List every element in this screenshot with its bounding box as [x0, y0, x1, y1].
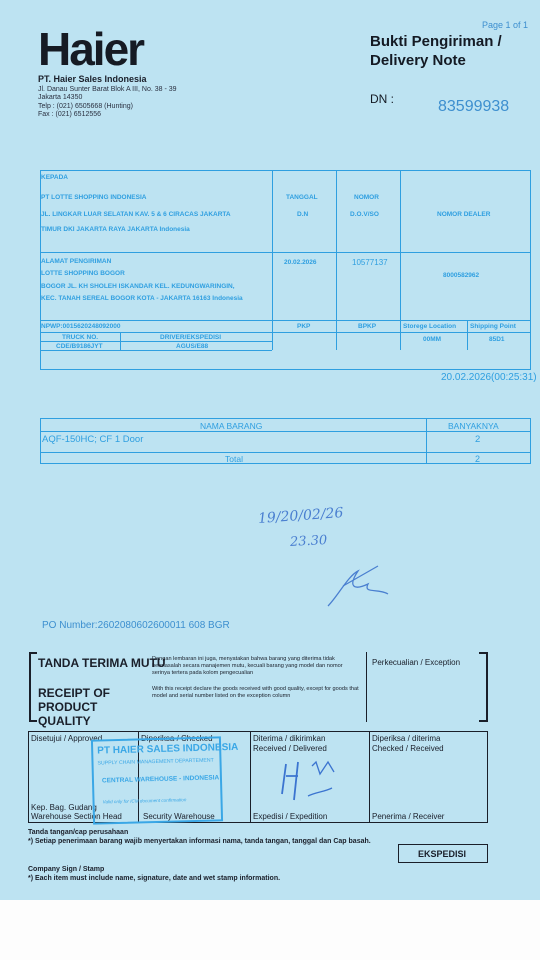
bpkp-label: BPKP — [358, 323, 377, 330]
dealer-label: NOMOR DEALER — [437, 211, 491, 218]
doc-title-line2: Delivery Note — [370, 52, 466, 69]
driver-value: AGUS/E88 — [176, 343, 209, 350]
npwp: NPWP:0015620248092000 — [41, 323, 121, 330]
note2-title: Company Sign / Stamp — [28, 866, 105, 873]
stamp-line4: Valid only for ICM document confirmation — [102, 797, 187, 805]
handwritten-time: 23.30 — [289, 533, 328, 550]
kepada-label: KEPADA — [41, 174, 68, 181]
company-address: Jl. Danau Sunter Barat Blok A III, No. 38 - 39 — [38, 86, 177, 93]
item-row-name: AQF-150HC; CF 1 Door — [42, 434, 144, 445]
company-stamp — [91, 736, 239, 824]
dn-label: DN : — [370, 92, 394, 106]
company-fax: Fax : (021) 6512556 — [38, 111, 102, 118]
col-qty-header: BANYAKNYA — [448, 421, 499, 431]
delivered-label1: Diterima / dikirimkan — [253, 734, 326, 743]
company-name: PT. Haier Sales Indonesia — [38, 74, 147, 84]
nomor-sub: D.O.V/SO — [350, 211, 379, 218]
po-number: PO Number:2602080602600011 608 BGR — [42, 620, 230, 631]
truck-label: TRUCK NO. — [62, 334, 99, 341]
stamp-line2: SUPPLY CHAIN MANAGEMENT DEPARTEMENT — [97, 757, 214, 767]
company-telp: Telp : (021) 6505668 (Hunting) — [38, 103, 133, 110]
stamp-line3: CENTRAL WAREHOUSE - INDONESIA — [101, 774, 220, 785]
tanggal-sub: D.N — [297, 211, 309, 218]
checked-foot: Security Warehouse — [143, 812, 215, 821]
ship-addr1: BOGOR JL. KH SHOLEH ISKANDAR KEL. KEDUNGWARINGIN, — [41, 283, 235, 290]
doc-title-line1: Bukti Pengiriman / — [370, 33, 502, 50]
received-label1: Diperiksa / diterima — [372, 734, 441, 743]
storage-label: Storege Location — [403, 323, 457, 330]
approved-foot2: Warehouse Section Head — [31, 812, 122, 821]
handwritten-signature — [318, 556, 398, 616]
exception-label: Perkecualian / Exception — [372, 658, 461, 667]
stamp-line1: PT HAIER SALES INDONESIA — [97, 741, 239, 757]
dn-number: 83599938 — [438, 98, 510, 115]
consignee-addr1: JL. LINGKAR LUAR SELATAN KAV. 5 & 6 CIRACAS JAKARTA — [41, 211, 231, 218]
pkp-label: PKP — [297, 323, 311, 330]
approved-label: Disetujui / Approved — [31, 734, 103, 743]
print-timestamp: 20.02.2026(00:25:31) — [441, 372, 537, 383]
note2-text: *) Each item must include name, signature, date and wet stamp information. — [28, 875, 281, 882]
nomor-value: 10577137 — [352, 258, 388, 267]
tanggal-label: TANGGAL — [286, 194, 318, 201]
dealer-value: 8000582962 — [443, 272, 480, 279]
handwritten-date: 19/20/02/26 — [257, 505, 344, 527]
item-row-qty: 2 — [475, 434, 481, 445]
doc-title — [370, 32, 502, 70]
note1-title: Tanda tangan/cap perusahaan — [28, 829, 129, 836]
consignee-addr2: TIMUR DKI JAKARTA RAYA JAKARTA Indonesia — [41, 226, 190, 233]
alamat-label: ALAMAT PENGIRIMAN — [41, 258, 112, 265]
total-qty: 2 — [475, 454, 481, 464]
storage-value: 00MM — [423, 336, 442, 343]
receipt-title-id: TANDA TERIMA MUTU — [38, 656, 166, 670]
col-name-header: NAMA BARANG — [200, 421, 263, 431]
receipt-title-en: RECEIPT OF PRODUCT QUALITY — [38, 686, 111, 728]
consignee-name: PT LOTTE SHOPPING INDONESIA — [41, 194, 147, 201]
date-value: 20.02.2026 — [284, 259, 317, 266]
expedition-signature — [268, 752, 358, 807]
total-label: Total — [225, 454, 243, 464]
receipt-text-en: With this receipt declare the goods received with good quality, except for goods that model and serial number listed on the exception column — [152, 686, 359, 700]
shipping-value: 85D1 — [489, 336, 505, 343]
received-label2: Checked / Received — [372, 744, 444, 753]
approved-foot1: Kep. Bag. Gudang — [31, 803, 97, 812]
receipt-text-id: Dengan lembaran ini juga, menyatakan bahwa barang yang diterima tidak bermasalah secara manajemen mutu, kecuali barang yang model dan nomor serinya tertera pada kolom pengecualian — [152, 656, 343, 677]
haier-logo: Haier — [38, 23, 144, 75]
company-city: Jakarta 14350 — [38, 94, 83, 101]
expedisi-label: EKSPEDISI — [418, 849, 467, 859]
ship-name: LOTTE SHOPPING BOGOR — [41, 270, 125, 277]
note1-text: *) Setiap penerimaan barang wajib menyertakan informasi nama, tanda tangan, tanggal dan Cap basah. — [28, 838, 371, 845]
received-foot: Penerima / Receiver — [372, 812, 445, 821]
checked-label: Diperiksa / Checked — [141, 734, 213, 743]
driver-label: DRIVER/EKSPEDISI — [160, 334, 222, 341]
nomor-label: NOMOR — [354, 194, 379, 201]
page-indicator: Page 1 of 1 — [482, 20, 529, 30]
delivered-foot: Expedisi / Expedition — [253, 812, 328, 821]
shipping-label: Shipping Point — [470, 323, 516, 330]
truck-value: CDE/B9186JYT — [56, 343, 103, 350]
delivered-label2: Received / Delivered — [253, 744, 327, 753]
ship-addr2: KEC. TANAH SEREAL BOGOR KOTA - JAKARTA 16163 Indonesia — [41, 295, 243, 302]
